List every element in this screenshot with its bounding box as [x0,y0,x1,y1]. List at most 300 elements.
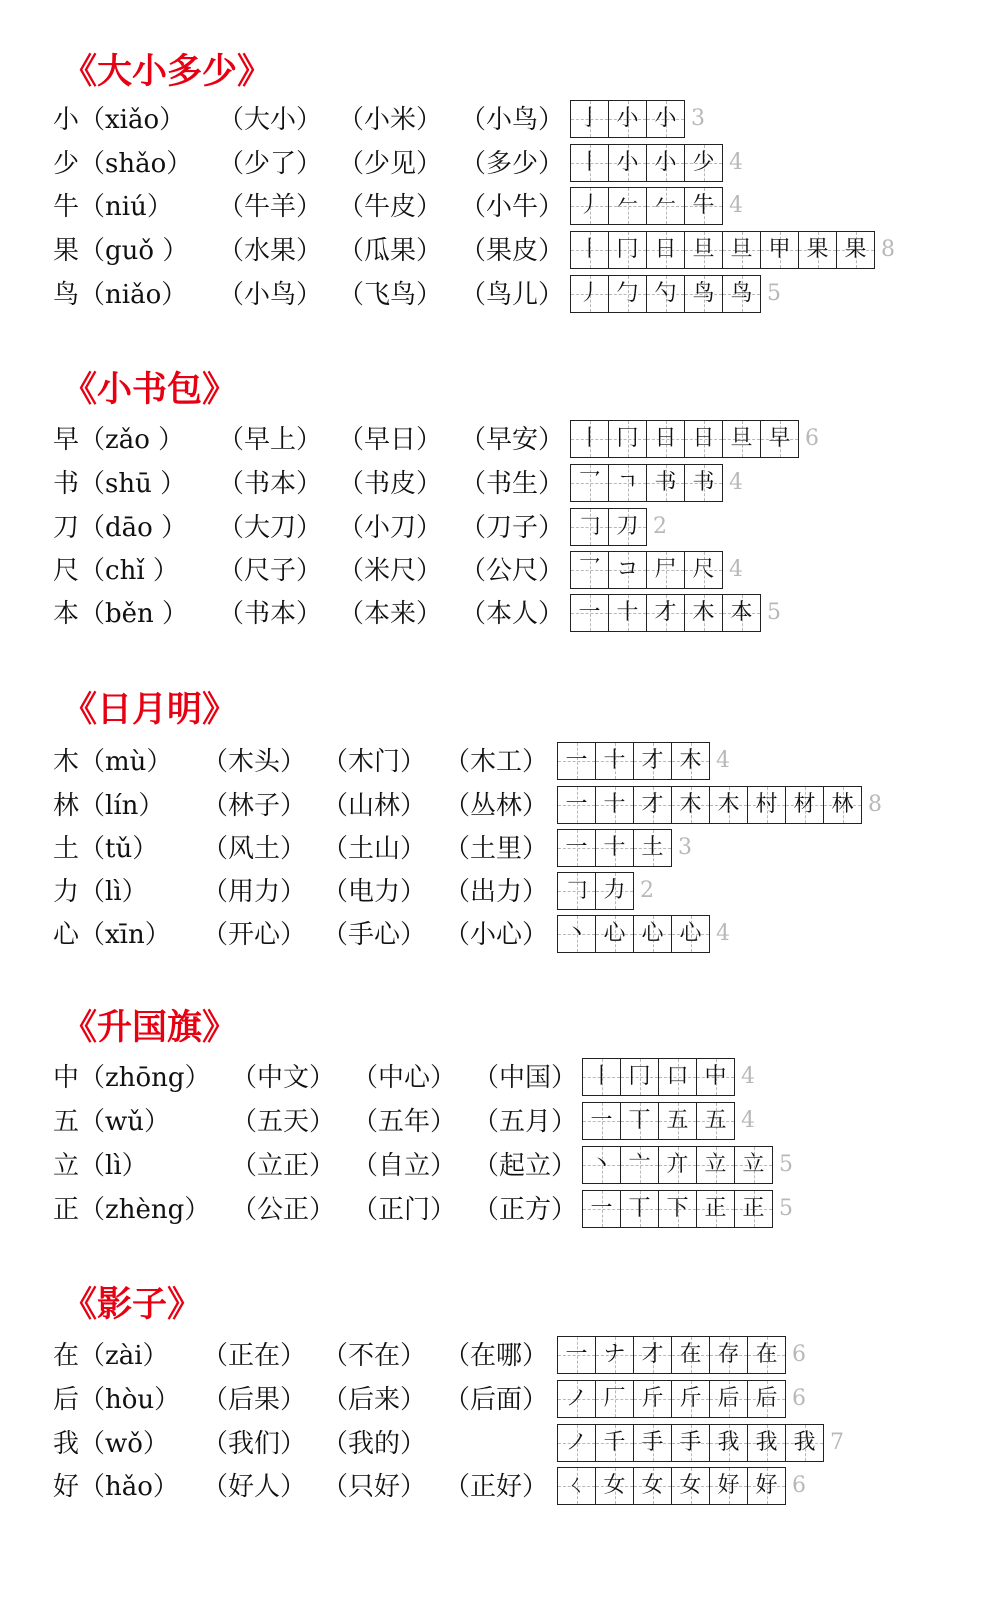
stroke-step: 木 [679,748,702,773]
stroke-count: 5 [767,281,781,306]
character-row [0,551,990,595]
stroke-cell [672,786,710,824]
stroke-count: 7 [830,1430,844,1455]
vocab-word: （小刀） [338,513,443,543]
stroke-cell [634,829,672,867]
stroke-cell [621,1102,659,1140]
stroke-order-grid [557,1336,806,1374]
stroke-order-grid [570,551,743,589]
character: 早 [53,425,80,455]
character-with-pinyin [53,1105,170,1139]
stroke-cell [596,742,634,780]
stroke-step: 女 [603,1473,626,1498]
stroke-step: 一 [565,748,588,773]
stroke-step: 心 [679,921,702,946]
stroke-count: 5 [779,1196,793,1221]
stroke-cell [647,231,685,269]
stroke-cell [723,275,761,313]
stroke-cell [748,1424,786,1462]
vocab-word: （风土） [202,834,307,864]
vocab-word: （自立） [352,1151,457,1181]
character-with-pinyin [53,554,179,588]
lesson-title: 《影子》 [62,1284,203,1325]
stroke-step: 我 [717,1430,740,1455]
vocab-word: （尺子） [218,556,323,586]
vocab-word: （用力） [202,877,307,907]
stroke-order-grid [557,1380,806,1418]
stroke-step: 牛 [692,193,715,218]
pinyin: （chǐ ） [79,556,179,586]
stroke-step: 书 [654,470,677,495]
stroke-cell [571,551,609,589]
character: 中 [53,1063,80,1093]
stroke-step: 刀 [616,514,639,539]
stroke-order-grid [557,786,882,824]
vocab-word: （大小） [218,105,323,135]
pinyin: （guǒ ） [79,236,189,266]
character-with-pinyin [53,278,187,312]
stroke-cell [748,1336,786,1374]
stroke-cell [621,1190,659,1228]
stroke-count: 8 [868,792,882,817]
stroke-step: 丿 [578,281,601,306]
stroke-step: 果 [844,237,867,262]
stroke-step: 十 [603,792,626,817]
stroke-step: 勹 [616,281,639,306]
stroke-step: 鸟 [692,281,715,306]
stroke-step: 十 [603,835,626,860]
stroke-cell [672,1424,710,1462]
vocab-word: （出力） [444,877,549,907]
stroke-cell [571,100,609,138]
stroke-cell [571,275,609,313]
character: 刀 [53,513,80,543]
character: 林 [53,791,80,821]
stroke-cell [621,1058,659,1096]
stroke-step: 才 [654,600,677,625]
stroke-step: 好 [717,1473,740,1498]
stroke-step: 亅 [578,106,601,131]
stroke-cell [672,1336,710,1374]
stroke-step: 材 [793,792,816,817]
vocab-word: （牛皮） [338,192,443,222]
character-with-pinyin [53,1193,210,1227]
lesson-title: 《日月明》 [62,689,238,730]
stroke-step: 小 [654,150,677,175]
stroke-step: 心 [641,921,664,946]
stroke-step: 在 [679,1342,702,1367]
stroke-step: 甲 [768,237,791,262]
vocab-word: （正好） [444,1472,549,1502]
stroke-cell [558,829,596,867]
stroke-cell [596,1336,634,1374]
stroke-step: 在 [755,1342,778,1367]
stroke-cell [647,594,685,632]
stroke-cell [583,1146,621,1184]
character-row [0,275,990,319]
stroke-count: 5 [779,1152,793,1177]
stroke-step: 十 [603,748,626,773]
stroke-step: ノ [565,1386,588,1411]
stroke-order-grid [570,100,705,138]
stroke-cell [634,1424,672,1462]
stroke-count: 2 [653,514,667,539]
pinyin: （niǎo） [79,280,188,310]
character-row [0,144,990,188]
stroke-count: 6 [792,1342,806,1367]
character-with-pinyin [53,918,171,952]
stroke-step: 𠃌 [565,878,588,903]
stroke-step: 木 [692,600,715,625]
vocab-word: （正门） [352,1195,457,1225]
stroke-count: 4 [729,193,743,218]
stroke-cell [659,1058,697,1096]
vocab-word: （小米） [338,105,443,135]
stroke-step: 我 [755,1430,778,1455]
stroke-step: 小 [616,150,639,175]
stroke-step: 林 [831,792,854,817]
stroke-count: 4 [729,557,743,582]
vocab-word: （木工） [444,747,549,777]
stroke-cell [697,1058,735,1096]
stroke-cell [761,231,799,269]
character: 我 [53,1429,80,1459]
stroke-step: 丨 [578,150,601,175]
stroke-step: 书 [692,470,715,495]
stroke-step: 冂 [616,237,639,262]
stroke-cell [558,786,596,824]
character: 果 [53,236,80,266]
stroke-count: 4 [729,150,743,175]
pinyin: （zhōng） [79,1063,211,1093]
vocab-word: （木门） [322,747,427,777]
lesson-title: 《升国旗》 [62,1007,238,1048]
stroke-cell [647,144,685,182]
stroke-step: 乛 [578,470,601,495]
stroke-cell [609,187,647,225]
vocab-word: （在哪） [444,1341,549,1371]
stroke-count: 4 [716,921,730,946]
stroke-cell [634,742,672,780]
stroke-step: 下 [666,1196,689,1221]
stroke-step: ㄑ [565,1473,588,1498]
stroke-cell [583,1102,621,1140]
stroke-cell [583,1058,621,1096]
stroke-step: 一 [590,1196,613,1221]
vocab-word: （书本） [218,599,323,629]
pinyin: （hǎo） [79,1472,179,1502]
stroke-order-grid [557,742,730,780]
stroke-cell [571,464,609,502]
pinyin: （xiǎo） [79,105,186,135]
stroke-cell [647,187,685,225]
character-with-pinyin [53,234,188,268]
character: 小 [53,105,80,135]
stroke-count: 6 [792,1386,806,1411]
stroke-order-grid [570,594,781,632]
stroke-step: 𠂉 [654,193,677,218]
character-row [0,187,990,231]
vocab-word: （土里） [444,834,549,864]
stroke-step: 𠂉 [616,193,639,218]
stroke-count: 6 [805,426,819,451]
stroke-step: 日 [692,426,715,451]
vocab-word: （中心） [352,1063,457,1093]
character-row [0,742,990,786]
stroke-step: 存 [717,1342,740,1367]
stroke-step: 五 [666,1108,689,1133]
stroke-cell [659,1190,697,1228]
stroke-step: 手 [679,1430,702,1455]
stroke-order-grid [570,187,743,225]
stroke-cell [647,464,685,502]
stroke-step: 好 [755,1473,778,1498]
character-with-pinyin [53,423,184,457]
character-with-pinyin [53,789,164,823]
stroke-cell [596,1467,634,1505]
character: 立 [53,1151,80,1181]
stroke-step: 斤 [679,1386,702,1411]
stroke-order-grid [557,829,692,867]
stroke-cell [710,1424,748,1462]
stroke-step: 力 [603,878,626,903]
stroke-cell [609,231,647,269]
vocab-word: （少了） [218,149,323,179]
stroke-step: 亠 [628,1152,651,1177]
stroke-step: 果 [806,237,829,262]
pinyin: （lín） [79,791,165,821]
stroke-step: 𠃌 [578,514,601,539]
character-row [0,1190,990,1234]
stroke-step: 冂 [628,1064,651,1089]
stroke-cell [571,144,609,182]
character-with-pinyin [53,103,185,137]
vocab-word: （后面） [444,1385,549,1415]
vocab-word: （书本） [218,469,323,499]
stroke-step: 一 [565,792,588,817]
pinyin: （zhèng） [79,1195,211,1225]
character-with-pinyin [53,832,158,866]
stroke-cell [697,1146,735,1184]
pinyin: （xīn） [79,920,171,950]
stroke-step: 少 [692,150,715,175]
vocab-word: （好人） [202,1472,307,1502]
vocab-word: （林子） [202,791,307,821]
stroke-step: ㄱ [616,470,639,495]
character: 本 [53,599,80,629]
stroke-step: 一 [578,600,601,625]
vocab-word: （牛羊） [218,192,323,222]
vocab-word: （起立） [473,1151,578,1181]
stroke-cell [634,1336,672,1374]
vocab-word: （中国） [473,1063,578,1093]
vocab-word: （开心） [202,920,307,950]
stroke-step: 土 [641,835,664,860]
stroke-cell [685,144,723,182]
stroke-step: 一 [565,1342,588,1367]
stroke-step: 十 [616,600,639,625]
vocab-word: （小心） [444,920,549,950]
stroke-step: 立 [704,1152,727,1177]
stroke-cell [786,786,824,824]
pinyin: （lì） [79,1151,148,1181]
stroke-step: 后 [717,1386,740,1411]
pinyin: （wǔ） [79,1107,171,1137]
stroke-step: 乛 [578,557,601,582]
stroke-step: 立 [742,1152,765,1177]
stroke-step: ナ [603,1342,626,1367]
stroke-count: 8 [881,237,895,262]
stroke-cell [672,1467,710,1505]
stroke-cell [697,1190,735,1228]
pinyin: （wǒ） [79,1429,169,1459]
stroke-step: 小 [654,106,677,131]
stroke-cell [685,464,723,502]
vocab-word: （木头） [202,747,307,777]
character-row [0,872,990,916]
stroke-step: 才 [641,748,664,773]
stroke-order-grid [582,1190,793,1228]
character-row [0,786,990,830]
stroke-count: 2 [640,878,654,903]
stroke-cell [723,231,761,269]
stroke-cell [609,464,647,502]
stroke-count: 4 [741,1108,755,1133]
pinyin: （běn ） [79,599,189,629]
stroke-cell [647,100,685,138]
stroke-order-grid [582,1102,755,1140]
stroke-step: 后 [755,1386,778,1411]
stroke-cell [748,1380,786,1418]
vocab-word: （山林） [322,791,427,821]
character-row [0,1467,990,1511]
stroke-step: 丨 [590,1064,613,1089]
pinyin: （shǎo） [79,149,193,179]
character-with-pinyin [53,467,186,501]
character-with-pinyin [53,1149,148,1183]
character-with-pinyin [53,1470,179,1504]
stroke-cell [609,508,647,546]
stroke-step: 中 [704,1064,727,1089]
character: 五 [53,1107,80,1137]
stroke-cell [621,1146,659,1184]
character: 正 [53,1195,80,1225]
stroke-step: 冂 [616,426,639,451]
stroke-step: 丨 [578,237,601,262]
stroke-count: 4 [716,748,730,773]
character-row [0,464,990,508]
lesson-title: 《大小多少》 [62,51,273,92]
stroke-step: 正 [742,1196,765,1221]
stroke-step: 心 [603,921,626,946]
stroke-cell [647,551,685,589]
stroke-order-grid [570,275,781,313]
vocab-word: （不在） [322,1341,427,1371]
stroke-step: 尺 [692,557,715,582]
vocab-word: （正在） [202,1341,307,1371]
stroke-order-grid [557,915,730,953]
stroke-step: 丶 [590,1152,613,1177]
stroke-cell [647,420,685,458]
stroke-step: 旦 [692,237,715,262]
stroke-step: 小 [616,106,639,131]
vocab-word: （飞鸟） [338,280,443,310]
stroke-cell [710,1336,748,1374]
stroke-step: 本 [730,600,753,625]
stroke-cell [596,786,634,824]
character-with-pinyin [53,1427,169,1461]
character: 在 [53,1341,80,1371]
lesson-title: 《小书包》 [62,369,238,410]
stroke-cell [786,1424,824,1462]
stroke-cell [596,829,634,867]
character: 鸟 [53,280,80,310]
stroke-order-grid [570,420,819,458]
character: 少 [53,149,80,179]
vocab-word: （早日） [338,425,443,455]
stroke-step: 女 [679,1473,702,1498]
character-row [0,915,990,959]
vocab-word: （果皮） [460,236,565,266]
stroke-order-grid [570,144,743,182]
vocab-word: （手心） [322,920,427,950]
stroke-order-grid [582,1146,793,1184]
vocab-word: （小牛） [460,192,565,222]
stroke-step: 厂 [603,1386,626,1411]
character-with-pinyin [53,597,188,631]
stroke-step: ノ [565,1430,588,1455]
stroke-cell [710,786,748,824]
stroke-cell [735,1146,773,1184]
character: 土 [53,834,80,864]
pinyin: （zǎo ） [79,425,185,455]
character-with-pinyin [53,511,187,545]
stroke-cell [558,742,596,780]
character: 力 [53,877,80,907]
stroke-cell [697,1102,735,1140]
stroke-cell [571,508,609,546]
vocab-word: （小鸟） [460,105,565,135]
vocab-word: （正方） [473,1195,578,1225]
stroke-order-grid [557,1467,806,1505]
character-row [0,100,990,144]
stroke-count: 3 [678,835,692,860]
stroke-cell [558,1336,596,1374]
vocab-word: （鸟儿） [460,280,565,310]
vocab-word: （后果） [202,1385,307,1415]
vocab-word: （本人） [460,599,565,629]
character-with-pinyin [53,1383,180,1417]
stroke-cell [634,1467,672,1505]
vocab-word: （我们） [202,1429,307,1459]
character-with-pinyin [53,745,172,779]
character: 好 [53,1472,80,1502]
character-row [0,1058,990,1102]
stroke-step: 才 [641,792,664,817]
stroke-cell [634,786,672,824]
stroke-cell [558,1380,596,1418]
stroke-cell [596,1424,634,1462]
vocab-word: （中文） [231,1063,336,1093]
stroke-step: 正 [704,1196,727,1221]
character: 书 [53,469,80,499]
pinyin: （niú） [79,192,173,222]
stroke-cell [659,1146,697,1184]
stroke-cell [685,594,723,632]
stroke-step: 日 [654,237,677,262]
stroke-cell [609,551,647,589]
vocab-word: （早上） [218,425,323,455]
